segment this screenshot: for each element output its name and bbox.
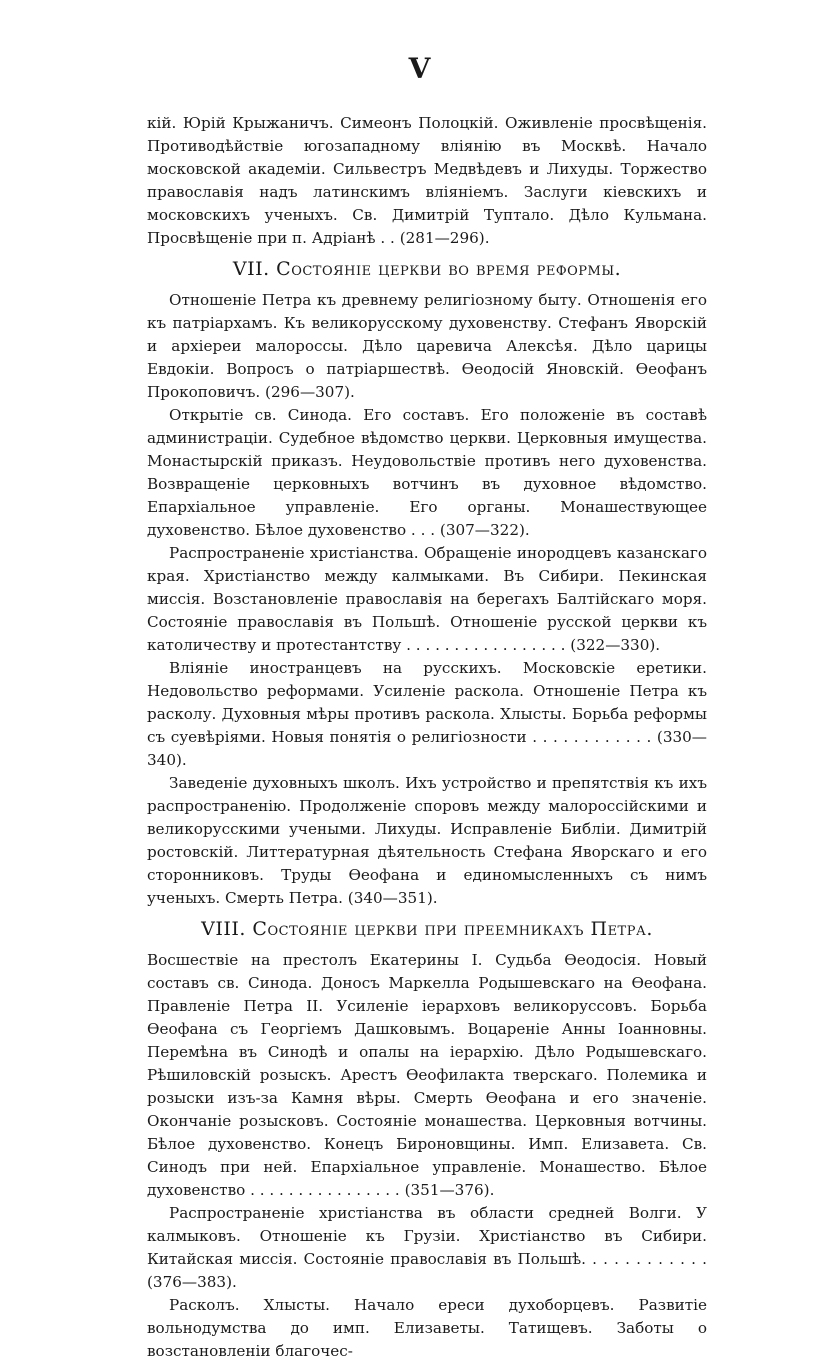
paragraph: Вліяніе иностранцевъ на русскихъ. Московскіе еретики. Недовольство реформами. Усиленіе раскола. Отношеніе Петра къ расколу. Духовныя мѣры противъ раскола. Хлысты. Борьба реформы съ суевѣріями. Новыя понятія о религіозности . . . . . . . . . . . . (330—340). <box>147 659 707 769</box>
paragraph: Распространеніе христіанства. Обращеніе инородцевъ казанскаго края. Христіанство между калмыками. Въ Сибири. Пекинская миссія. Возстановленіе православія на берегахъ Балтійскаго моря. Состояніе православія въ Польшѣ. Отношеніе русской церкви къ католичеству и протестантству . . . . . . . . . . . . . . . . . (322—330). <box>147 544 707 654</box>
page-number: V <box>408 52 432 85</box>
paragraph: Восшествіе на престолъ Екатерины I. Судьба Ѳеодосія. Новый составъ св. Синода. Доносъ Маркелла Родышевскаго на Ѳеофана. Правленіе Петра II. Усиленіе іерарховъ великоруссовъ. Борьба Ѳеофана съ Георгіемъ Дашковымъ. Воцареніе Анны Іоанновны. Перемѣна въ Синодѣ и опалы на іерархію. Дѣло Родышевскаго. Рѣшиловскій розыскъ. Арестъ Ѳеофилакта тверскаго. Полемика и розыски изъ-за Камня вѣры. Смерть Ѳеофана и его значеніе. Окончаніе розысковъ. Состояніе монашества. Церковныя вотчины. Бѣлое духовенство. Конецъ Бироновщины. Имп. Елизавета. Св. Синодъ при ней. Епархіальное управленіе. Монашество. Бѣлое духовенство . . . . . . . . . . . . . . . . (351—376). <box>147 951 707 1199</box>
section-heading-viii: VIII. Состояніе церкви при преемникахъ Петра. <box>201 918 653 940</box>
paragraph: кій. Юрій Крыжаничъ. Симеонъ Полоцкій. Оживленіе просвѣщенія. Противодѣйствіе югозападному вліянію въ Москвѣ. Начало московской академіи. Сильвестръ Медвѣдевъ и Лихуды. Торжество православія надъ латинскимъ вліяніемъ. Заслуги кіевскихъ и московскихъ ученыхъ. Св. Димитрій Туптало. Дѣло Кульмана. Просвѣщеніе при п. Адріанѣ . . (281—296). <box>147 114 707 247</box>
section-heading-vii: VII. Состояніе церкви во время реформы. <box>232 258 622 280</box>
page-body <box>147 112 707 1363</box>
paragraph: Заведеніе духовныхъ школъ. Ихъ устройство и препятствія къ ихъ распространенію. Продолженіе споровъ между малороссійскими и великорусскими учеными. Лихуды. Исправленіе Библіи. Димитрій ростовскій. Литтературная дѣятельность Стефана Яворскаго и его сторонниковъ. Труды Ѳеофана и единомысленныхъ съ нимъ ученыхъ. Смерть Петра. (340—351). <box>147 774 707 907</box>
paragraph: Отношеніе Петра къ древнему религіозному быту. Отношенія его къ патріархамъ. Къ великорусскому духовенству. Стефанъ Яворскій и архіереи малороссы. Дѣло царевича Алексѣя. Дѣло царицы Евдокіи. Вопросъ о патріаршествѣ. Ѳеодосій Яновскій. Ѳеофанъ Прокоповичъ. (296—307). <box>147 291 707 401</box>
paragraph: Распространеніе христіанства въ области средней Волги. У калмыковъ. Отношеніе къ Грузіи. Христіанство въ Сибири. Китайская миссія. Состояніе православія въ Польшѣ. . . . . . . . . . . . (376—383). <box>147 1204 707 1291</box>
paragraph: Открытіе св. Синода. Его составъ. Его положеніе въ составѣ администраціи. Судебное вѣдомство церкви. Церковныя имущества. Монастырскій приказъ. Неудовольствіе противъ него духовенства. Возвращеніе церковныхъ вотчинъ въ духовное вѣдомство. Епархіальное управленіе. Его органы. Монашествующее духовенство. Бѣлое духовенство . . . (307—322). <box>147 406 707 539</box>
paragraph: Расколъ. Хлысты. Начало ереси духоборцевъ. Развитіе вольнодумства до имп. Елизаветы. Татищевъ. Заботы о возстановленіи благочес- <box>147 1296 707 1360</box>
